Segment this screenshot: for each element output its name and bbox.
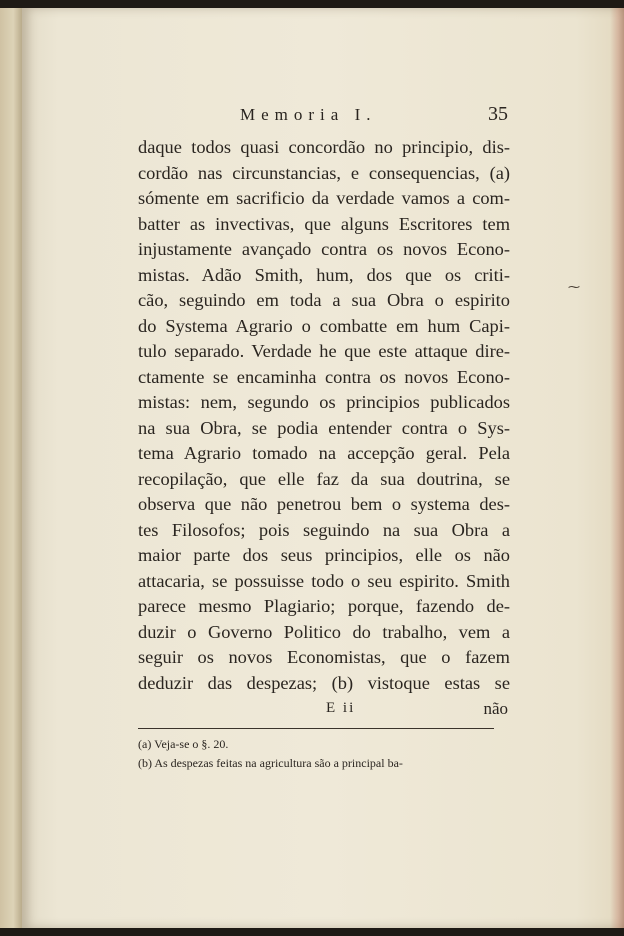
text-line: maior parte dos seus principios, elle os não	[138, 545, 510, 565]
text-line: injustamente avançado contra os novos Econo-	[138, 239, 510, 259]
footnote-b: (b) As despezas feitas na agricultura são a principal ba-	[138, 755, 403, 770]
ink-mark-icon: ⁓	[568, 280, 580, 294]
footnote-rule	[138, 728, 494, 729]
body-paragraph	[138, 135, 510, 696]
signature-line	[138, 696, 510, 722]
text-line: tulo separado. Verdade he que este attaque dire-	[138, 341, 510, 361]
page-number: 35	[488, 103, 508, 125]
text-line: duzir o Governo Politico do trabalho, vem a	[138, 621, 510, 642]
text-line: cordão nas circunstancias, e consequencias, (a)	[138, 162, 510, 183]
text-line: tes Filosofos; pois seguindo na sua Obra a	[138, 519, 510, 540]
text-line: deduzir das despezas; (b) vistoque estas se	[138, 672, 510, 693]
running-header	[138, 95, 510, 135]
text-line: cão, seguindo em toda a sua Obra o espirito	[138, 290, 510, 310]
text-line: ctamente se encaminha contra os novos Econo-	[138, 366, 510, 387]
text-line: seguir os novos Economistas, que o fazem	[138, 647, 510, 667]
text-line: mistas. Adão Smith, hum, dos que os criti-	[138, 264, 510, 285]
left-page-edge	[0, 8, 22, 928]
page-text-block	[138, 95, 510, 773]
text-line: na sua Obra, se podia entender contra o Sys-	[138, 417, 510, 438]
page-edge-shadow	[610, 8, 624, 928]
text-line: daque todos quasi concordão no principio, dis-	[138, 137, 510, 157]
footnote-a: (a) Veja-se o §. 20.	[138, 736, 229, 751]
text-line: parece mesmo Plagiario; porque, fazendo de-	[138, 596, 510, 616]
running-title: Memoria I.	[240, 105, 377, 124]
catchword: não	[483, 699, 508, 718]
text-line: sómente em sacrificio da verdade vamos a com-	[138, 188, 510, 208]
signature-mark: E ii	[326, 700, 356, 716]
text-line: attacaria, se possuisse todo o seu espirito. Smith	[138, 570, 510, 591]
text-line: do Systema Agrario o combatte em hum Capi-	[138, 315, 510, 336]
text-line: recopilação, que elle faz da sua doutrina, se	[138, 468, 510, 489]
text-line: tema Agrario tomado na accepção geral. Pela	[138, 443, 510, 463]
text-line: mistas: nem, segundo os principios publicados	[138, 392, 510, 412]
text-line: batter as invectivas, que alguns Escritores tem	[138, 213, 510, 234]
footnotes	[138, 735, 510, 773]
text-line: observa que não penetrou bem o systema des-	[138, 494, 510, 514]
